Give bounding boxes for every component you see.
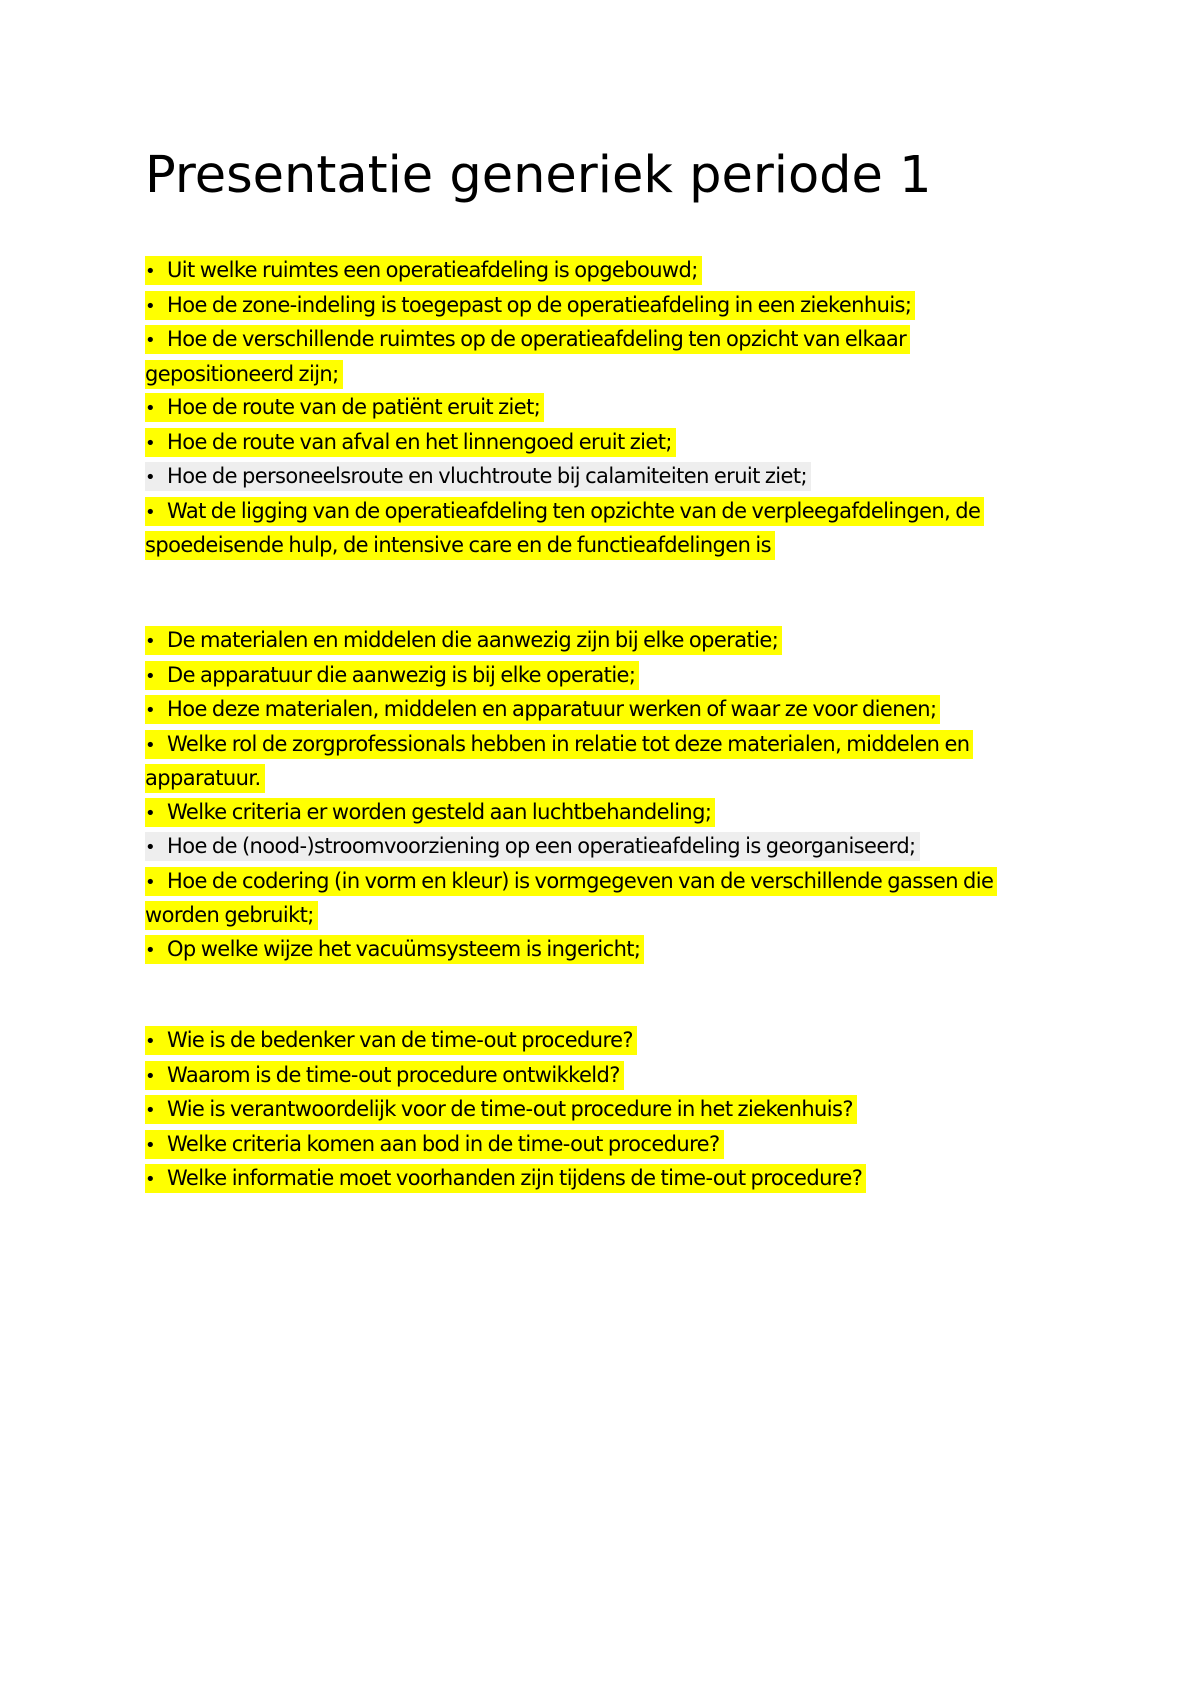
list-item	[145, 1162, 1045, 1197]
list-item-text: Welke informatie moet voorhanden zijn tijdens de time-out procedure?	[167, 1166, 863, 1190]
bullet-icon: •	[145, 734, 156, 756]
bullet-icon: •	[145, 871, 156, 893]
bullet-icon: •	[145, 837, 156, 858]
list-item-text: Op welke wijze het vacuümsysteem is ingericht;	[167, 936, 641, 961]
list-item-text: Welke criteria er worden gesteld aan luchtbehandeling;	[167, 799, 712, 824]
list-item-text: Wat de ligging van de operatieafdeling ten opzichte van de verpleegafdelingen, de spoedeisende hulp, de intensive care en de functieafdelingen is	[145, 498, 981, 557]
highlight	[145, 393, 544, 422]
highlight	[145, 497, 984, 561]
bullet-icon: •	[145, 802, 156, 824]
highlight	[145, 867, 997, 931]
list-item	[145, 1093, 1045, 1128]
list-item	[145, 693, 1045, 728]
bullet-icon: •	[145, 700, 156, 721]
list-item	[145, 796, 1045, 831]
bullet-icon: •	[145, 432, 156, 454]
list-item-text: Wie is verantwoordelijk voor de time-out procedure in het ziekenhuis?	[167, 1097, 853, 1121]
highlight	[145, 695, 940, 724]
list-item-text: Wie is de bedenker van de time-out procedure?	[167, 1028, 633, 1052]
list-item-text: Welke criteria komen aan bod in de time-out procedure?	[167, 1131, 720, 1156]
bullet-icon: •	[145, 665, 156, 687]
list-item-text: Uit welke ruimtes een operatieafdeling is opgebouwd;	[167, 258, 698, 282]
bullet-list-room-layout	[145, 254, 1045, 563]
list-item	[145, 426, 1045, 461]
list-item	[145, 460, 1045, 495]
highlight	[145, 256, 702, 285]
list-item-text: De apparatuur die aanwezig is bij elke operatie;	[167, 662, 636, 687]
list-item	[145, 933, 1045, 968]
list-item	[145, 830, 1045, 865]
bullet-list-time-out	[145, 1024, 1045, 1197]
highlight	[145, 730, 973, 794]
bullet-icon: •	[145, 501, 156, 523]
list-item-text: Hoe de zone-indeling is toegepast op de operatieafdeling in een ziekenhuis;	[167, 292, 912, 317]
list-item-text: Hoe deze materialen, middelen en apparatuur werken of waar ze voor dienen;	[167, 697, 937, 721]
highlight	[145, 626, 782, 655]
list-item-text: Hoe de personeelsroute en vluchtroute bij calamiteiten eruit ziet;	[167, 464, 807, 488]
list-item	[145, 289, 1045, 324]
list-item-text: Welke rol de zorgprofessionals hebben in relatie tot deze materialen, middelen en apparatuur.	[145, 731, 970, 790]
bullet-icon: •	[145, 295, 156, 317]
list-item-text: Hoe de (nood-)stroomvoorziening op een operatieafdeling is georganiseerd;	[167, 834, 916, 858]
highlight	[145, 1061, 624, 1090]
list-item	[145, 254, 1045, 289]
list-item-text: Hoe de route van de patiënt eruit ziet;	[167, 395, 541, 419]
highlight	[145, 428, 676, 457]
page-title: Presentatie generiek periode 1	[145, 146, 932, 205]
highlight	[145, 291, 915, 320]
highlight	[145, 325, 910, 389]
list-item	[145, 728, 1045, 796]
highlight	[145, 1095, 857, 1124]
bullet-icon: •	[145, 631, 156, 652]
list-item	[145, 1059, 1045, 1094]
bullet-icon: •	[145, 467, 156, 488]
highlight	[145, 1026, 637, 1055]
bullet-icon: •	[145, 1169, 156, 1190]
bullet-icon: •	[145, 1065, 156, 1087]
list-item	[145, 1024, 1045, 1059]
list-item	[145, 624, 1045, 659]
highlight	[145, 832, 920, 861]
list-item-text: Hoe de verschillende ruimtes op de operatieafdeling ten opzicht van elkaar gepositioneerd zijn;	[145, 327, 907, 386]
bullet-list-equipment	[145, 624, 1045, 967]
highlight	[145, 462, 811, 491]
bullet-icon: •	[145, 398, 156, 419]
list-item-text: Hoe de codering (in vorm en kleur) is vormgegeven van de verschillende gassen die worden gebruikt;	[145, 868, 994, 927]
bullet-icon: •	[145, 1134, 156, 1156]
highlight	[145, 1164, 866, 1193]
highlight	[145, 798, 715, 827]
list-item	[145, 1128, 1045, 1163]
list-item	[145, 865, 1045, 933]
bullet-icon: •	[145, 261, 156, 282]
list-item	[145, 323, 1045, 391]
bullet-icon: •	[145, 330, 156, 351]
highlight	[145, 1130, 724, 1159]
bullet-icon: •	[145, 939, 156, 961]
list-item	[145, 495, 1045, 563]
list-item-text: De materialen en middelen die aanwezig zijn bij elke operatie;	[167, 628, 779, 652]
bullet-icon: •	[145, 1100, 156, 1121]
highlight	[145, 661, 639, 690]
bullet-icon: •	[145, 1031, 156, 1052]
list-item	[145, 659, 1045, 694]
highlight	[145, 935, 644, 964]
list-item-text: Waarom is de time-out procedure ontwikkeld?	[167, 1062, 620, 1087]
list-item	[145, 391, 1045, 426]
list-item-text: Hoe de route van afval en het linnengoed eruit ziet;	[167, 429, 672, 454]
